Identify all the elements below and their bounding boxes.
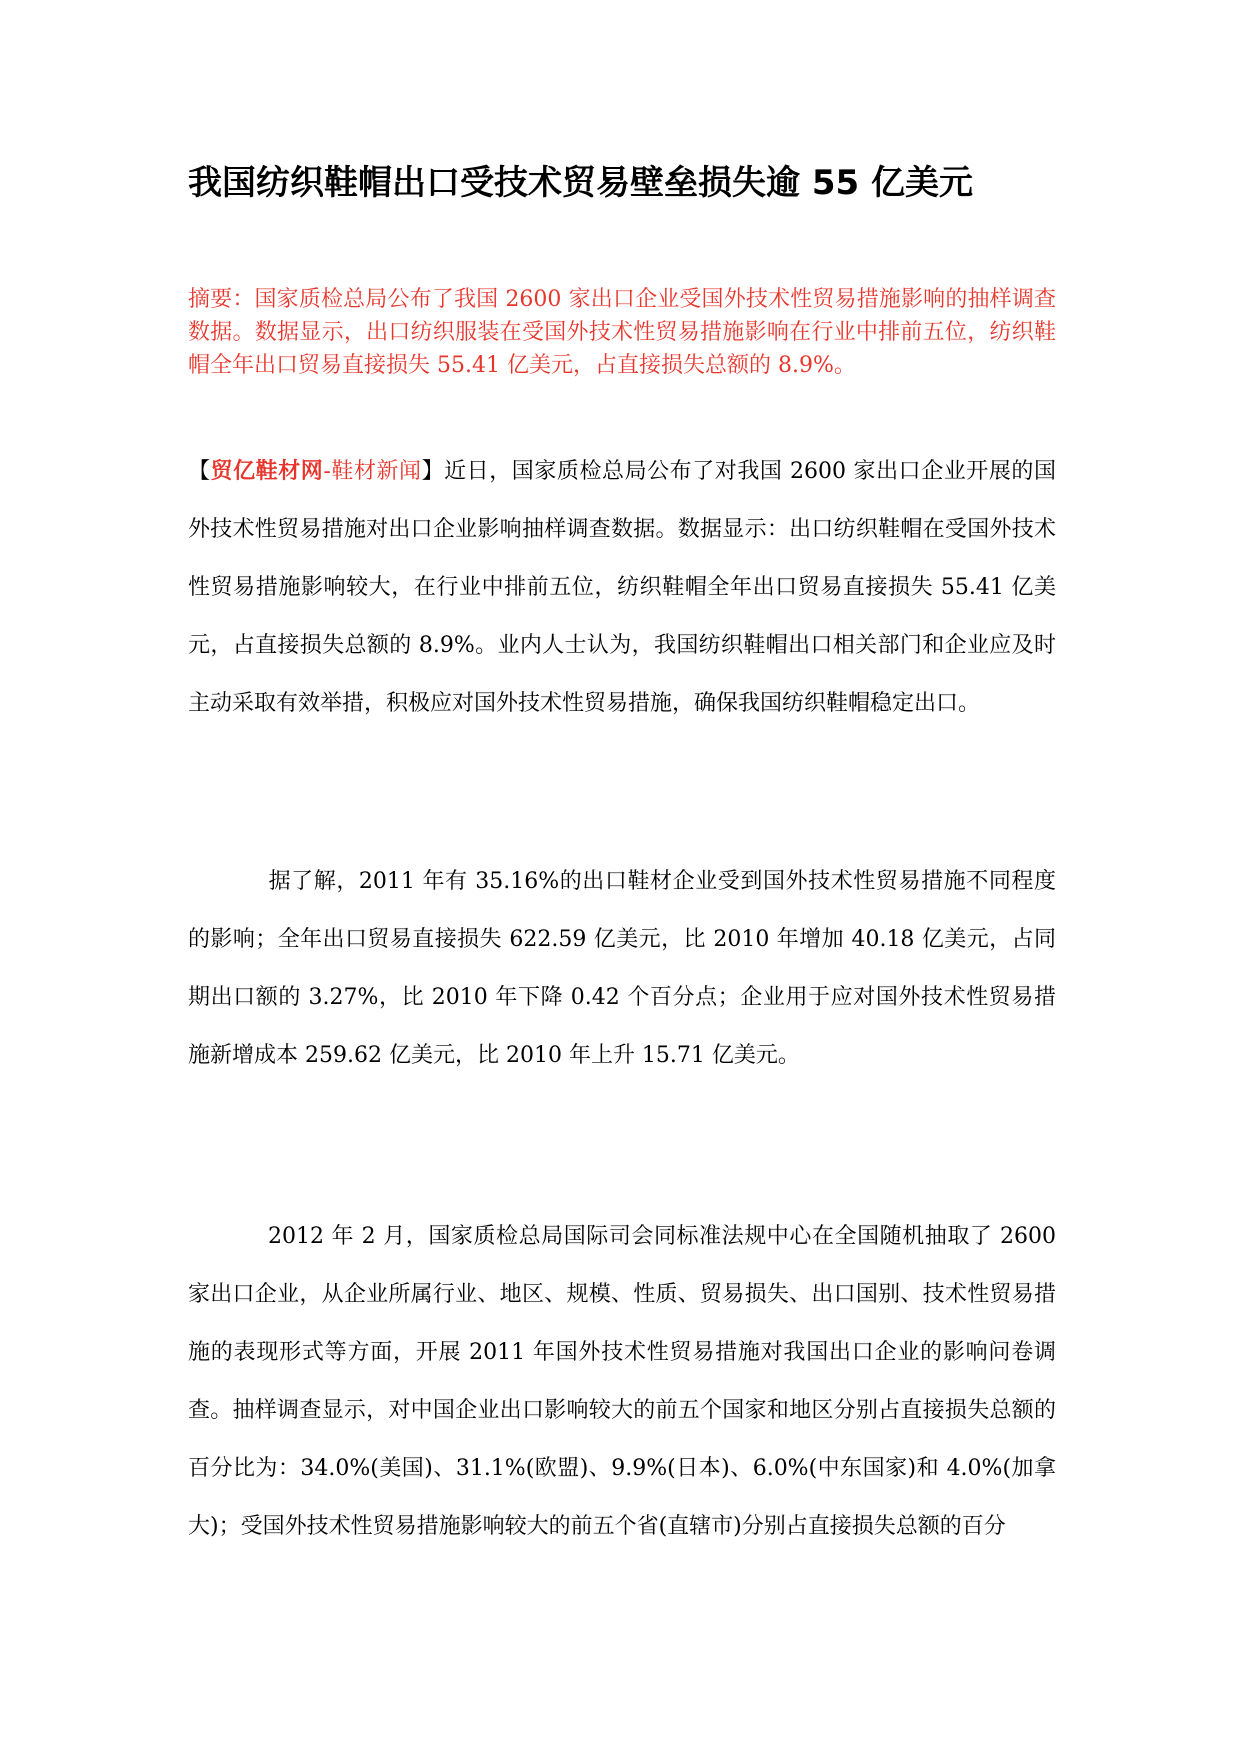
paragraph-statistics [188,853,1056,1085]
source-bracket-open: 【 [188,459,211,484]
paragraph-survey [188,1208,1056,1556]
paragraph-intro [188,442,1056,733]
source-site-name: 贸亿鞋材网 [210,458,324,484]
source-bracket-close: 】 [421,459,445,484]
paragraph-statistics-text: 据了解，2011 年有 35.16%的出口鞋材企业受到国外技术性贸易措施不同程度的影响；全年出口贸易直接损失 622.59 亿美元，比 2010 年增加 40.18 亿美元，占同期出口额的 3.27%，比 2010 年下降 0.42 个百分点；企业用于应对国外技术性贸易措施新增成本 259.62 亿美元，比 2010 年上升 15.71 亿美元。 [188,869,1056,1068]
article-abstract: 摘要：国家质检总局公布了我国 2600 家出口企业受国外技术性贸易措施影响的抽样调查数据。数据显示，出口纺织服装在受国外技术性贸易措施影响在行业中排前五位，纺织鞋帽全年出口贸易直接损失 55.41 亿美元，占直接损失总额的 8.9%。 [188,287,1056,378]
article-title: 我国纺织鞋帽出口受技术贸易壁垒损失逾 55 亿美元 [188,163,973,203]
paragraph-intro-text: 近日，国家质检总局公布了对我国 2600 家出口企业开展的国外技术性贸易措施对出口企业影响抽样调查数据。数据显示：出口纺织鞋帽在受国外技术性贸易措施影响较大，在行业中排前五位，纺织鞋帽全年出口贸易直接损失 55.41 亿美元，占直接损失总额的 8.9%。业内人士认为，我国纺织鞋帽出口相关部门和企业应及时主动采取有效举措，积极应对国外技术性贸易措施，确保我国纺织鞋帽稳定出口。 [188,459,1056,716]
source-section-name: -鞋材新闻 [323,459,422,484]
paragraph-survey-text: 2012 年 2 月，国家质检总局国际司会同标准法规中心在全国随机抽取了 2600 家出口企业，从企业所属行业、地区、规模、性质、贸易损失、出口国别、技术性贸易措施的表现形式等方面，开展 2011 年国外技术性贸易措施对我国出口企业的影响问卷调查。抽样调查显示，对中国企业出口影响较大的前五个国家和地区分别占直接损失总额的百分比为：34.0%(美国)、31.1%(欧盟)、9.9%(日本)、6.0%(中东国家)和 4.0%(加拿大)；受国外技术性贸易措施影响较大的前五个省(直辖市)分别占直接损失总额的百分 [188,1224,1056,1539]
